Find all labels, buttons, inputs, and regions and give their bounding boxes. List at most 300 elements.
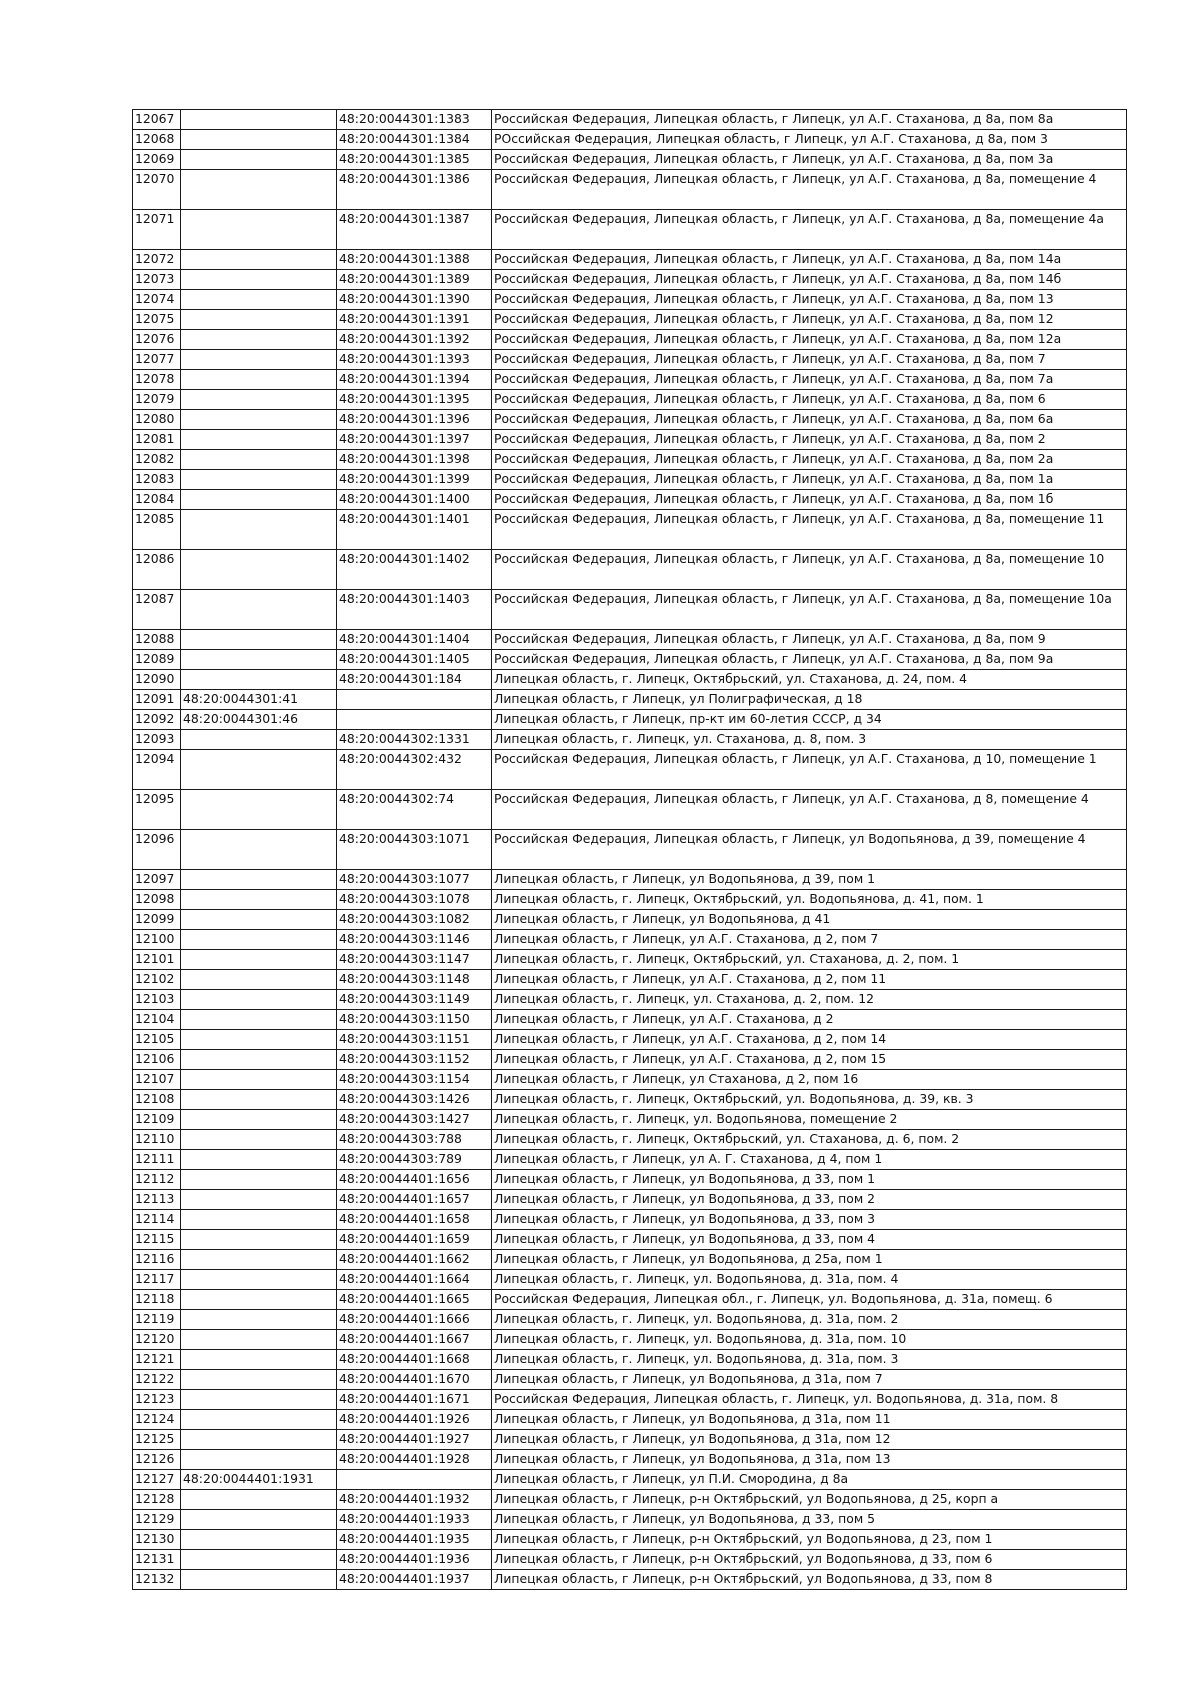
table-row xyxy=(133,1190,1127,1210)
land-cadastral-number-cell xyxy=(181,1570,337,1590)
table-row xyxy=(133,1570,1127,1590)
address-cell: Липецкая область, г. Липецк, Октябрьский, ул. Стаханова, д. 6, пом. 2 xyxy=(492,1130,1127,1150)
table-row xyxy=(133,1270,1127,1290)
land-cadastral-number-cell xyxy=(181,830,337,870)
row-number-cell: 12070 xyxy=(133,170,181,210)
address-cell: Российская Федерация, Липецкая область, г Липецк, ул А.Г. Стаханова, д 8, помещение 4 xyxy=(492,790,1127,830)
row-number-cell: 12119 xyxy=(133,1310,181,1330)
table-row xyxy=(133,1470,1127,1490)
object-cadastral-number-cell: 48:20:0044401:1658 xyxy=(337,1210,492,1230)
row-number-cell: 12120 xyxy=(133,1330,181,1350)
object-cadastral-number-cell: 48:20:0044401:1927 xyxy=(337,1430,492,1450)
object-cadastral-number-cell: 48:20:0044303:1427 xyxy=(337,1110,492,1130)
land-cadastral-number-cell xyxy=(181,1450,337,1470)
address-cell: Липецкая область, г Липецк, ул А.Г. Стаханова, д 2 xyxy=(492,1010,1127,1030)
object-cadastral-number-cell: 48:20:0044401:1664 xyxy=(337,1270,492,1290)
object-cadastral-number-cell: 48:20:0044401:1928 xyxy=(337,1450,492,1470)
address-cell: Липецкая область, г Липецк, ул А. Г. Стаханова, д 4, пом 1 xyxy=(492,1150,1127,1170)
table-row xyxy=(133,490,1127,510)
land-cadastral-number-cell xyxy=(181,210,337,250)
address-cell: Российская Федерация, Липецкая область, г Липецк, ул А.Г. Стаханова, д 8а, пом 12 xyxy=(492,310,1127,330)
row-number-cell: 12071 xyxy=(133,210,181,250)
row-number-cell: 12075 xyxy=(133,310,181,330)
row-number-cell: 12131 xyxy=(133,1550,181,1570)
object-cadastral-number-cell: 48:20:0044302:74 xyxy=(337,790,492,830)
address-cell: Липецкая область, г. Липецк, Октябрьский, ул. Стаханова, д. 24, пом. 4 xyxy=(492,670,1127,690)
row-number-cell: 12109 xyxy=(133,1110,181,1130)
table-row xyxy=(133,330,1127,350)
land-cadastral-number-cell xyxy=(181,990,337,1010)
row-number-cell: 12068 xyxy=(133,130,181,150)
row-number-cell: 12100 xyxy=(133,930,181,950)
row-number-cell: 12094 xyxy=(133,750,181,790)
object-cadastral-number-cell: 48:20:0044303:1082 xyxy=(337,910,492,930)
address-cell: Российская Федерация, Липецкая область, г Липецк, ул А.Г. Стаханова, д 8а, помещение 4а xyxy=(492,210,1127,250)
object-cadastral-number-cell: 48:20:0044401:1936 xyxy=(337,1550,492,1570)
land-cadastral-number-cell xyxy=(181,1150,337,1170)
land-cadastral-number-cell xyxy=(181,1550,337,1570)
land-cadastral-number-cell xyxy=(181,1270,337,1290)
table-row xyxy=(133,1390,1127,1410)
object-cadastral-number-cell: 48:20:0044303:1152 xyxy=(337,1050,492,1070)
object-cadastral-number-cell: 48:20:0044401:1932 xyxy=(337,1490,492,1510)
address-cell: Российская Федерация, Липецкая область, г Липецк, ул А.Г. Стаханова, д 8а, помещение 10а xyxy=(492,590,1127,630)
object-cadastral-number-cell: 48:20:0044301:1404 xyxy=(337,630,492,650)
object-cadastral-number-cell: 48:20:0044303:1078 xyxy=(337,890,492,910)
row-number-cell: 12123 xyxy=(133,1390,181,1410)
object-cadastral-number-cell: 48:20:0044303:1149 xyxy=(337,990,492,1010)
object-cadastral-number-cell: 48:20:0044301:1391 xyxy=(337,310,492,330)
object-cadastral-number-cell: 48:20:0044303:1150 xyxy=(337,1010,492,1030)
land-cadastral-number-cell xyxy=(181,1070,337,1090)
address-cell: Липецкая область, г. Липецк, Октябрьский, ул. Стаханова, д. 2, пом. 1 xyxy=(492,950,1127,970)
row-number-cell: 12082 xyxy=(133,450,181,470)
address-cell: Липецкая область, г. Липецк, Октябрьский, ул. Водопьянова, д. 39, кв. 3 xyxy=(492,1090,1127,1110)
address-cell: Российская Федерация, Липецкая область, г Липецк, ул А.Г. Стаханова, д 8а, пом 7 xyxy=(492,350,1127,370)
land-cadastral-number-cell xyxy=(181,730,337,750)
land-cadastral-number-cell xyxy=(181,1430,337,1450)
table-row xyxy=(133,1110,1127,1130)
row-number-cell: 12067 xyxy=(133,110,181,130)
land-cadastral-number-cell xyxy=(181,1250,337,1270)
object-cadastral-number-cell: 48:20:0044401:1668 xyxy=(337,1350,492,1370)
object-cadastral-number-cell: 48:20:0044401:1926 xyxy=(337,1410,492,1430)
object-cadastral-number-cell: 48:20:0044401:1665 xyxy=(337,1290,492,1310)
land-cadastral-number-cell xyxy=(181,310,337,330)
table-row xyxy=(133,290,1127,310)
row-number-cell: 12101 xyxy=(133,950,181,970)
object-cadastral-number-cell: 48:20:0044401:1933 xyxy=(337,1510,492,1530)
table-row xyxy=(133,830,1127,870)
address-cell: Липецкая область, г Липецк, ул А.Г. Стаханова, д 2, пом 14 xyxy=(492,1030,1127,1050)
table-row xyxy=(133,210,1127,250)
land-cadastral-number-cell xyxy=(181,1390,337,1410)
object-cadastral-number-cell: 48:20:0044301:1385 xyxy=(337,150,492,170)
table-row xyxy=(133,150,1127,170)
land-cadastral-number-cell xyxy=(181,1290,337,1310)
address-cell: Липецкая область, г Липецк, ул Водопьянова, д 31а, пом 12 xyxy=(492,1430,1127,1450)
object-cadastral-number-cell: 48:20:0044401:1937 xyxy=(337,1570,492,1590)
table-row xyxy=(133,990,1127,1010)
table-row xyxy=(133,730,1127,750)
row-number-cell: 12084 xyxy=(133,490,181,510)
land-cadastral-number-cell xyxy=(181,330,337,350)
table-row xyxy=(133,430,1127,450)
object-cadastral-number-cell: 48:20:0044303:1147 xyxy=(337,950,492,970)
row-number-cell: 12111 xyxy=(133,1150,181,1170)
table-row xyxy=(133,130,1127,150)
object-cadastral-number-cell: 48:20:0044301:1383 xyxy=(337,110,492,130)
land-cadastral-number-cell xyxy=(181,1530,337,1550)
land-cadastral-number-cell xyxy=(181,790,337,830)
table-row xyxy=(133,310,1127,330)
table-row xyxy=(133,1490,1127,1510)
table-row xyxy=(133,250,1127,270)
row-number-cell: 12130 xyxy=(133,1530,181,1550)
table-row xyxy=(133,910,1127,930)
object-cadastral-number-cell: 48:20:0044401:1656 xyxy=(337,1170,492,1190)
object-cadastral-number-cell xyxy=(337,690,492,710)
row-number-cell: 12116 xyxy=(133,1250,181,1270)
object-cadastral-number-cell: 48:20:0044301:1389 xyxy=(337,270,492,290)
address-cell: Липецкая область, г Липецк, ул Водопьянова, д 33, пом 4 xyxy=(492,1230,1127,1250)
row-number-cell: 12099 xyxy=(133,910,181,930)
address-cell: Российская Федерация, Липецкая область, г Липецк, ул Водопьянова, д 39, помещение 4 xyxy=(492,830,1127,870)
land-cadastral-number-cell xyxy=(181,870,337,890)
row-number-cell: 12132 xyxy=(133,1570,181,1590)
registry-table-body xyxy=(133,110,1127,1590)
table-row xyxy=(133,1350,1127,1370)
row-number-cell: 12097 xyxy=(133,870,181,890)
row-number-cell: 12096 xyxy=(133,830,181,870)
address-cell: Липецкая область, г. Липецк, ул. Водопьянова, д. 31а, пом. 4 xyxy=(492,1270,1127,1290)
land-cadastral-number-cell xyxy=(181,1370,337,1390)
table-row xyxy=(133,630,1127,650)
table-row xyxy=(133,450,1127,470)
row-number-cell: 12093 xyxy=(133,730,181,750)
land-cadastral-number-cell xyxy=(181,470,337,490)
address-cell: Российская Федерация, Липецкая область, г Липецк, ул А.Г. Стаханова, д 8а, пом 7а xyxy=(492,370,1127,390)
object-cadastral-number-cell: 48:20:0044401:1667 xyxy=(337,1330,492,1350)
row-number-cell: 12108 xyxy=(133,1090,181,1110)
land-cadastral-number-cell xyxy=(181,490,337,510)
row-number-cell: 12074 xyxy=(133,290,181,310)
address-cell: Липецкая область, г Липецк, р-н Октябрьский, ул Водопьянова, д 33, пом 8 xyxy=(492,1570,1127,1590)
table-row xyxy=(133,1090,1127,1110)
table-row xyxy=(133,1410,1127,1430)
row-number-cell: 12076 xyxy=(133,330,181,350)
table-row xyxy=(133,1030,1127,1050)
object-cadastral-number-cell: 48:20:0044303:789 xyxy=(337,1150,492,1170)
object-cadastral-number-cell: 48:20:0044303:1071 xyxy=(337,830,492,870)
table-row xyxy=(133,1170,1127,1190)
address-cell: Липецкая область, г Липецк, ул Водопьянова, д 33, пом 1 xyxy=(492,1170,1127,1190)
address-cell: Российская Федерация, Липецкая область, г Липецк, ул А.Г. Стаханова, д 8а, пом 3а xyxy=(492,150,1127,170)
land-cadastral-number-cell xyxy=(181,910,337,930)
object-cadastral-number-cell: 48:20:0044401:1662 xyxy=(337,1250,492,1270)
table-row xyxy=(133,510,1127,550)
address-cell: Российская Федерация, Липецкая область, г Липецк, ул А.Г. Стаханова, д 8а, пом 13 xyxy=(492,290,1127,310)
row-number-cell: 12081 xyxy=(133,430,181,450)
land-cadastral-number-cell xyxy=(181,950,337,970)
address-cell: Липецкая область, г Липецк, ул Водопьянова, д 39, пом 1 xyxy=(492,870,1127,890)
address-cell: Липецкая область, г Липецк, ул П.И. Смородина, д 8а xyxy=(492,1470,1127,1490)
table-row xyxy=(133,1010,1127,1030)
table-row xyxy=(133,410,1127,430)
land-cadastral-number-cell xyxy=(181,370,337,390)
object-cadastral-number-cell: 48:20:0044301:1397 xyxy=(337,430,492,450)
row-number-cell: 12077 xyxy=(133,350,181,370)
table-row xyxy=(133,550,1127,590)
row-number-cell: 12083 xyxy=(133,470,181,490)
address-cell: Липецкая область, г Липецк, р-н Октябрьский, ул Водопьянова, д 23, пом 1 xyxy=(492,1530,1127,1550)
table-row xyxy=(133,1550,1127,1570)
land-cadastral-number-cell xyxy=(181,890,337,910)
address-cell: Российская Федерация, Липецкая область, г Липецк, ул А.Г. Стаханова, д 8а, пом 2 xyxy=(492,430,1127,450)
object-cadastral-number-cell: 48:20:0044301:1399 xyxy=(337,470,492,490)
row-number-cell: 12124 xyxy=(133,1410,181,1430)
table-row xyxy=(133,790,1127,830)
address-cell: Липецкая область, г Липецк, ул Водопьянова, д 31а, пом 13 xyxy=(492,1450,1127,1470)
land-cadastral-number-cell xyxy=(181,1510,337,1530)
object-cadastral-number-cell: 48:20:0044401:1670 xyxy=(337,1370,492,1390)
row-number-cell: 12092 xyxy=(133,710,181,730)
land-cadastral-number-cell xyxy=(181,350,337,370)
table-row xyxy=(133,1370,1127,1390)
address-cell: Российская Федерация, Липецкая область, г Липецк, ул А.Г. Стаханова, д 8а, помещение 4 xyxy=(492,170,1127,210)
table-row xyxy=(133,950,1127,970)
table-row xyxy=(133,390,1127,410)
table-row xyxy=(133,1330,1127,1350)
object-cadastral-number-cell: 48:20:0044301:184 xyxy=(337,670,492,690)
address-cell: Российская Федерация, Липецкая область, г Липецк, ул А.Г. Стаханова, д 10, помещение 1 xyxy=(492,750,1127,790)
row-number-cell: 12102 xyxy=(133,970,181,990)
address-cell: Липецкая область, г Липецк, ул А.Г. Стаханова, д 2, пом 15 xyxy=(492,1050,1127,1070)
address-cell: Российская Федерация, Липецкая область, г Липецк, ул А.Г. Стаханова, д 8а, пом 8а xyxy=(492,110,1127,130)
row-number-cell: 12090 xyxy=(133,670,181,690)
object-cadastral-number-cell: 48:20:0044303:1426 xyxy=(337,1090,492,1110)
address-cell: Российская Федерация, Липецкая область, г Липецк, ул А.Г. Стаханова, д 8а, пом 6а xyxy=(492,410,1127,430)
table-row xyxy=(133,170,1127,210)
object-cadastral-number-cell: 48:20:0044401:1671 xyxy=(337,1390,492,1410)
address-cell: Российская Федерация, Липецкая область, г Липецк, ул А.Г. Стаханова, д 8а, пом 6 xyxy=(492,390,1127,410)
land-cadastral-number-cell xyxy=(181,750,337,790)
object-cadastral-number-cell: 48:20:0044301:1394 xyxy=(337,370,492,390)
object-cadastral-number-cell: 48:20:0044301:1405 xyxy=(337,650,492,670)
land-cadastral-number-cell xyxy=(181,930,337,950)
land-cadastral-number-cell: 48:20:0044301:46 xyxy=(181,710,337,730)
land-cadastral-number-cell xyxy=(181,1110,337,1130)
address-cell: Российская Федерация, Липецкая область, г Липецк, ул А.Г. Стаханова, д 8а, пом 14б xyxy=(492,270,1127,290)
row-number-cell: 12128 xyxy=(133,1490,181,1510)
object-cadastral-number-cell: 48:20:0044301:1402 xyxy=(337,550,492,590)
row-number-cell: 12122 xyxy=(133,1370,181,1390)
row-number-cell: 12086 xyxy=(133,550,181,590)
land-cadastral-number-cell: 48:20:0044401:1931 xyxy=(181,1470,337,1490)
table-row xyxy=(133,1290,1127,1310)
land-cadastral-number-cell xyxy=(181,650,337,670)
row-number-cell: 12069 xyxy=(133,150,181,170)
land-cadastral-number-cell xyxy=(181,630,337,650)
table-row xyxy=(133,1510,1127,1530)
address-cell: Липецкая область, г Липецк, ул Стаханова, д 2, пом 16 xyxy=(492,1070,1127,1090)
object-cadastral-number-cell: 48:20:0044303:788 xyxy=(337,1130,492,1150)
row-number-cell: 12113 xyxy=(133,1190,181,1210)
land-cadastral-number-cell xyxy=(181,430,337,450)
land-cadastral-number-cell xyxy=(181,450,337,470)
object-cadastral-number-cell: 48:20:0044301:1392 xyxy=(337,330,492,350)
address-cell: Российская Федерация, Липецкая область, г Липецк, ул А.Г. Стаханова, д 8а, помещение 11 xyxy=(492,510,1127,550)
object-cadastral-number-cell: 48:20:0044301:1388 xyxy=(337,250,492,270)
land-cadastral-number-cell xyxy=(181,1170,337,1190)
land-cadastral-number-cell xyxy=(181,510,337,550)
row-number-cell: 12129 xyxy=(133,1510,181,1530)
table-row xyxy=(133,110,1127,130)
land-cadastral-number-cell xyxy=(181,170,337,210)
land-cadastral-number-cell xyxy=(181,970,337,990)
object-cadastral-number-cell: 48:20:0044303:1151 xyxy=(337,1030,492,1050)
row-number-cell: 12080 xyxy=(133,410,181,430)
row-number-cell: 12087 xyxy=(133,590,181,630)
table-row xyxy=(133,650,1127,670)
land-cadastral-number-cell: 48:20:0044301:41 xyxy=(181,690,337,710)
address-cell: Липецкая область, г Липецк, ул Водопьянова, д 31а, пом 7 xyxy=(492,1370,1127,1390)
row-number-cell: 12114 xyxy=(133,1210,181,1230)
row-number-cell: 12121 xyxy=(133,1350,181,1370)
table-row xyxy=(133,1070,1127,1090)
table-row xyxy=(133,670,1127,690)
land-cadastral-number-cell xyxy=(181,1010,337,1030)
table-row xyxy=(133,750,1127,790)
row-number-cell: 12089 xyxy=(133,650,181,670)
address-cell: Российская Федерация, Липецкая область, г Липецк, ул А.Г. Стаханова, д 8а, пом 1б xyxy=(492,490,1127,510)
land-cadastral-number-cell xyxy=(181,1130,337,1150)
address-cell: Российская Федерация, Липецкая область, г Липецк, ул А.Г. Стаханова, д 8а, пом 9 xyxy=(492,630,1127,650)
row-number-cell: 12098 xyxy=(133,890,181,910)
object-cadastral-number-cell: 48:20:0044301:1390 xyxy=(337,290,492,310)
land-cadastral-number-cell xyxy=(181,590,337,630)
address-cell: Липецкая область, г. Липецк, ул. Стаханова, д. 2, пом. 12 xyxy=(492,990,1127,1010)
land-cadastral-number-cell xyxy=(181,550,337,590)
address-cell: Российская Федерация, Липецкая область, г Липецк, ул А.Г. Стаханова, д 8а, пом 12а xyxy=(492,330,1127,350)
address-cell: Липецкая область, г Липецк, ул Водопьянова, д 25а, пом 1 xyxy=(492,1250,1127,1270)
object-cadastral-number-cell: 48:20:0044301:1395 xyxy=(337,390,492,410)
table-row xyxy=(133,370,1127,390)
address-cell: Российская Федерация, Липецкая область, г Липецк, ул А.Г. Стаханова, д 8а, помещение 10 xyxy=(492,550,1127,590)
object-cadastral-number-cell: 48:20:0044303:1154 xyxy=(337,1070,492,1090)
address-cell: Российская Федерация, Липецкая область, г Липецк, ул А.Г. Стаханова, д 8а, пом 9а xyxy=(492,650,1127,670)
object-cadastral-number-cell: 48:20:0044401:1935 xyxy=(337,1530,492,1550)
object-cadastral-number-cell: 48:20:0044301:1393 xyxy=(337,350,492,370)
object-cadastral-number-cell: 48:20:0044301:1398 xyxy=(337,450,492,470)
address-cell: Российская Федерация, Липецкая обл., г. Липецк, ул. Водопьянова, д. 31а, помещ. 6 xyxy=(492,1290,1127,1310)
row-number-cell: 12115 xyxy=(133,1230,181,1250)
address-cell: Липецкая область, г Липецк, р-н Октябрьский, ул Водопьянова, д 33, пом 6 xyxy=(492,1550,1127,1570)
address-cell: Липецкая область, г. Липецк, ул. Водопьянова, д. 31а, пом. 3 xyxy=(492,1350,1127,1370)
object-cadastral-number-cell: 48:20:0044303:1146 xyxy=(337,930,492,950)
row-number-cell: 12103 xyxy=(133,990,181,1010)
land-cadastral-number-cell xyxy=(181,410,337,430)
land-cadastral-number-cell xyxy=(181,1050,337,1070)
row-number-cell: 12126 xyxy=(133,1450,181,1470)
address-cell: Российская Федерация, Липецкая область, г Липецк, ул А.Г. Стаханова, д 8а, пом 14а xyxy=(492,250,1127,270)
address-cell: Липецкая область, г Липецк, ул Водопьянова, д 33, пом 2 xyxy=(492,1190,1127,1210)
land-cadastral-number-cell xyxy=(181,670,337,690)
land-cadastral-number-cell xyxy=(181,1030,337,1050)
row-number-cell: 12095 xyxy=(133,790,181,830)
table-row xyxy=(133,890,1127,910)
address-cell: Липецкая область, г. Липецк, ул. Водопьянова, помещение 2 xyxy=(492,1110,1127,1130)
address-cell: Липецкая область, г Липецк, ул А.Г. Стаханова, д 2, пом 11 xyxy=(492,970,1127,990)
land-cadastral-number-cell xyxy=(181,1410,337,1430)
land-cadastral-number-cell xyxy=(181,270,337,290)
row-number-cell: 12073 xyxy=(133,270,181,290)
address-cell: Липецкая область, г Липецк, ул Полиграфическая, д 18 xyxy=(492,690,1127,710)
land-cadastral-number-cell xyxy=(181,110,337,130)
table-row xyxy=(133,710,1127,730)
row-number-cell: 12107 xyxy=(133,1070,181,1090)
land-cadastral-number-cell xyxy=(181,1230,337,1250)
object-cadastral-number-cell: 48:20:0044401:1659 xyxy=(337,1230,492,1250)
land-cadastral-number-cell xyxy=(181,390,337,410)
object-cadastral-number-cell: 48:20:0044301:1386 xyxy=(337,170,492,210)
table-row xyxy=(133,1450,1127,1470)
address-cell: Липецкая область, г Липецк, ул Водопьянова, д 31а, пом 11 xyxy=(492,1410,1127,1430)
row-number-cell: 12088 xyxy=(133,630,181,650)
table-row xyxy=(133,1310,1127,1330)
row-number-cell: 12091 xyxy=(133,690,181,710)
object-cadastral-number-cell: 48:20:0044401:1666 xyxy=(337,1310,492,1330)
table-row xyxy=(133,930,1127,950)
address-cell: Российская Федерация, Липецкая область, г Липецк, ул А.Г. Стаханова, д 8а, пом 2а xyxy=(492,450,1127,470)
table-row xyxy=(133,690,1127,710)
table-row xyxy=(133,350,1127,370)
row-number-cell: 12072 xyxy=(133,250,181,270)
table-row xyxy=(133,1430,1127,1450)
address-cell: Липецкая область, г Липецк, р-н Октябрьский, ул Водопьянова, д 25, корп а xyxy=(492,1490,1127,1510)
table-row xyxy=(133,1050,1127,1070)
address-cell: Липецкая область, г. Липецк, ул. Водопьянова, д. 31а, пом. 2 xyxy=(492,1310,1127,1330)
object-cadastral-number-cell xyxy=(337,710,492,730)
row-number-cell: 12078 xyxy=(133,370,181,390)
row-number-cell: 12079 xyxy=(133,390,181,410)
land-cadastral-number-cell xyxy=(181,1490,337,1510)
table-row xyxy=(133,1250,1127,1270)
address-cell: Липецкая область, г. Липецк, ул. Стаханова, д. 8, пом. 3 xyxy=(492,730,1127,750)
table-row xyxy=(133,1530,1127,1550)
land-cadastral-number-cell xyxy=(181,1350,337,1370)
table-row xyxy=(133,1210,1127,1230)
row-number-cell: 12105 xyxy=(133,1030,181,1050)
row-number-cell: 12085 xyxy=(133,510,181,550)
address-cell: Липецкая область, г Липецк, ул Водопьянова, д 33, пом 5 xyxy=(492,1510,1127,1530)
row-number-cell: 12112 xyxy=(133,1170,181,1190)
object-cadastral-number-cell: 48:20:0044303:1077 xyxy=(337,870,492,890)
address-cell: Липецкая область, г Липецк, ул Водопьянова, д 33, пом 3 xyxy=(492,1210,1127,1230)
land-cadastral-number-cell xyxy=(181,1090,337,1110)
row-number-cell: 12106 xyxy=(133,1050,181,1070)
land-cadastral-number-cell xyxy=(181,1210,337,1230)
address-cell: Липецкая область, г. Липецк, Октябрьский, ул. Водопьянова, д. 41, пом. 1 xyxy=(492,890,1127,910)
table-row xyxy=(133,870,1127,890)
address-cell: Липецкая область, г Липецк, пр-кт им 60-летия СССР, д 34 xyxy=(492,710,1127,730)
land-cadastral-number-cell xyxy=(181,1310,337,1330)
row-number-cell: 12110 xyxy=(133,1130,181,1150)
registry-table xyxy=(132,109,1127,1590)
table-row xyxy=(133,1130,1127,1150)
object-cadastral-number-cell: 48:20:0044302:432 xyxy=(337,750,492,790)
row-number-cell: 12127 xyxy=(133,1470,181,1490)
